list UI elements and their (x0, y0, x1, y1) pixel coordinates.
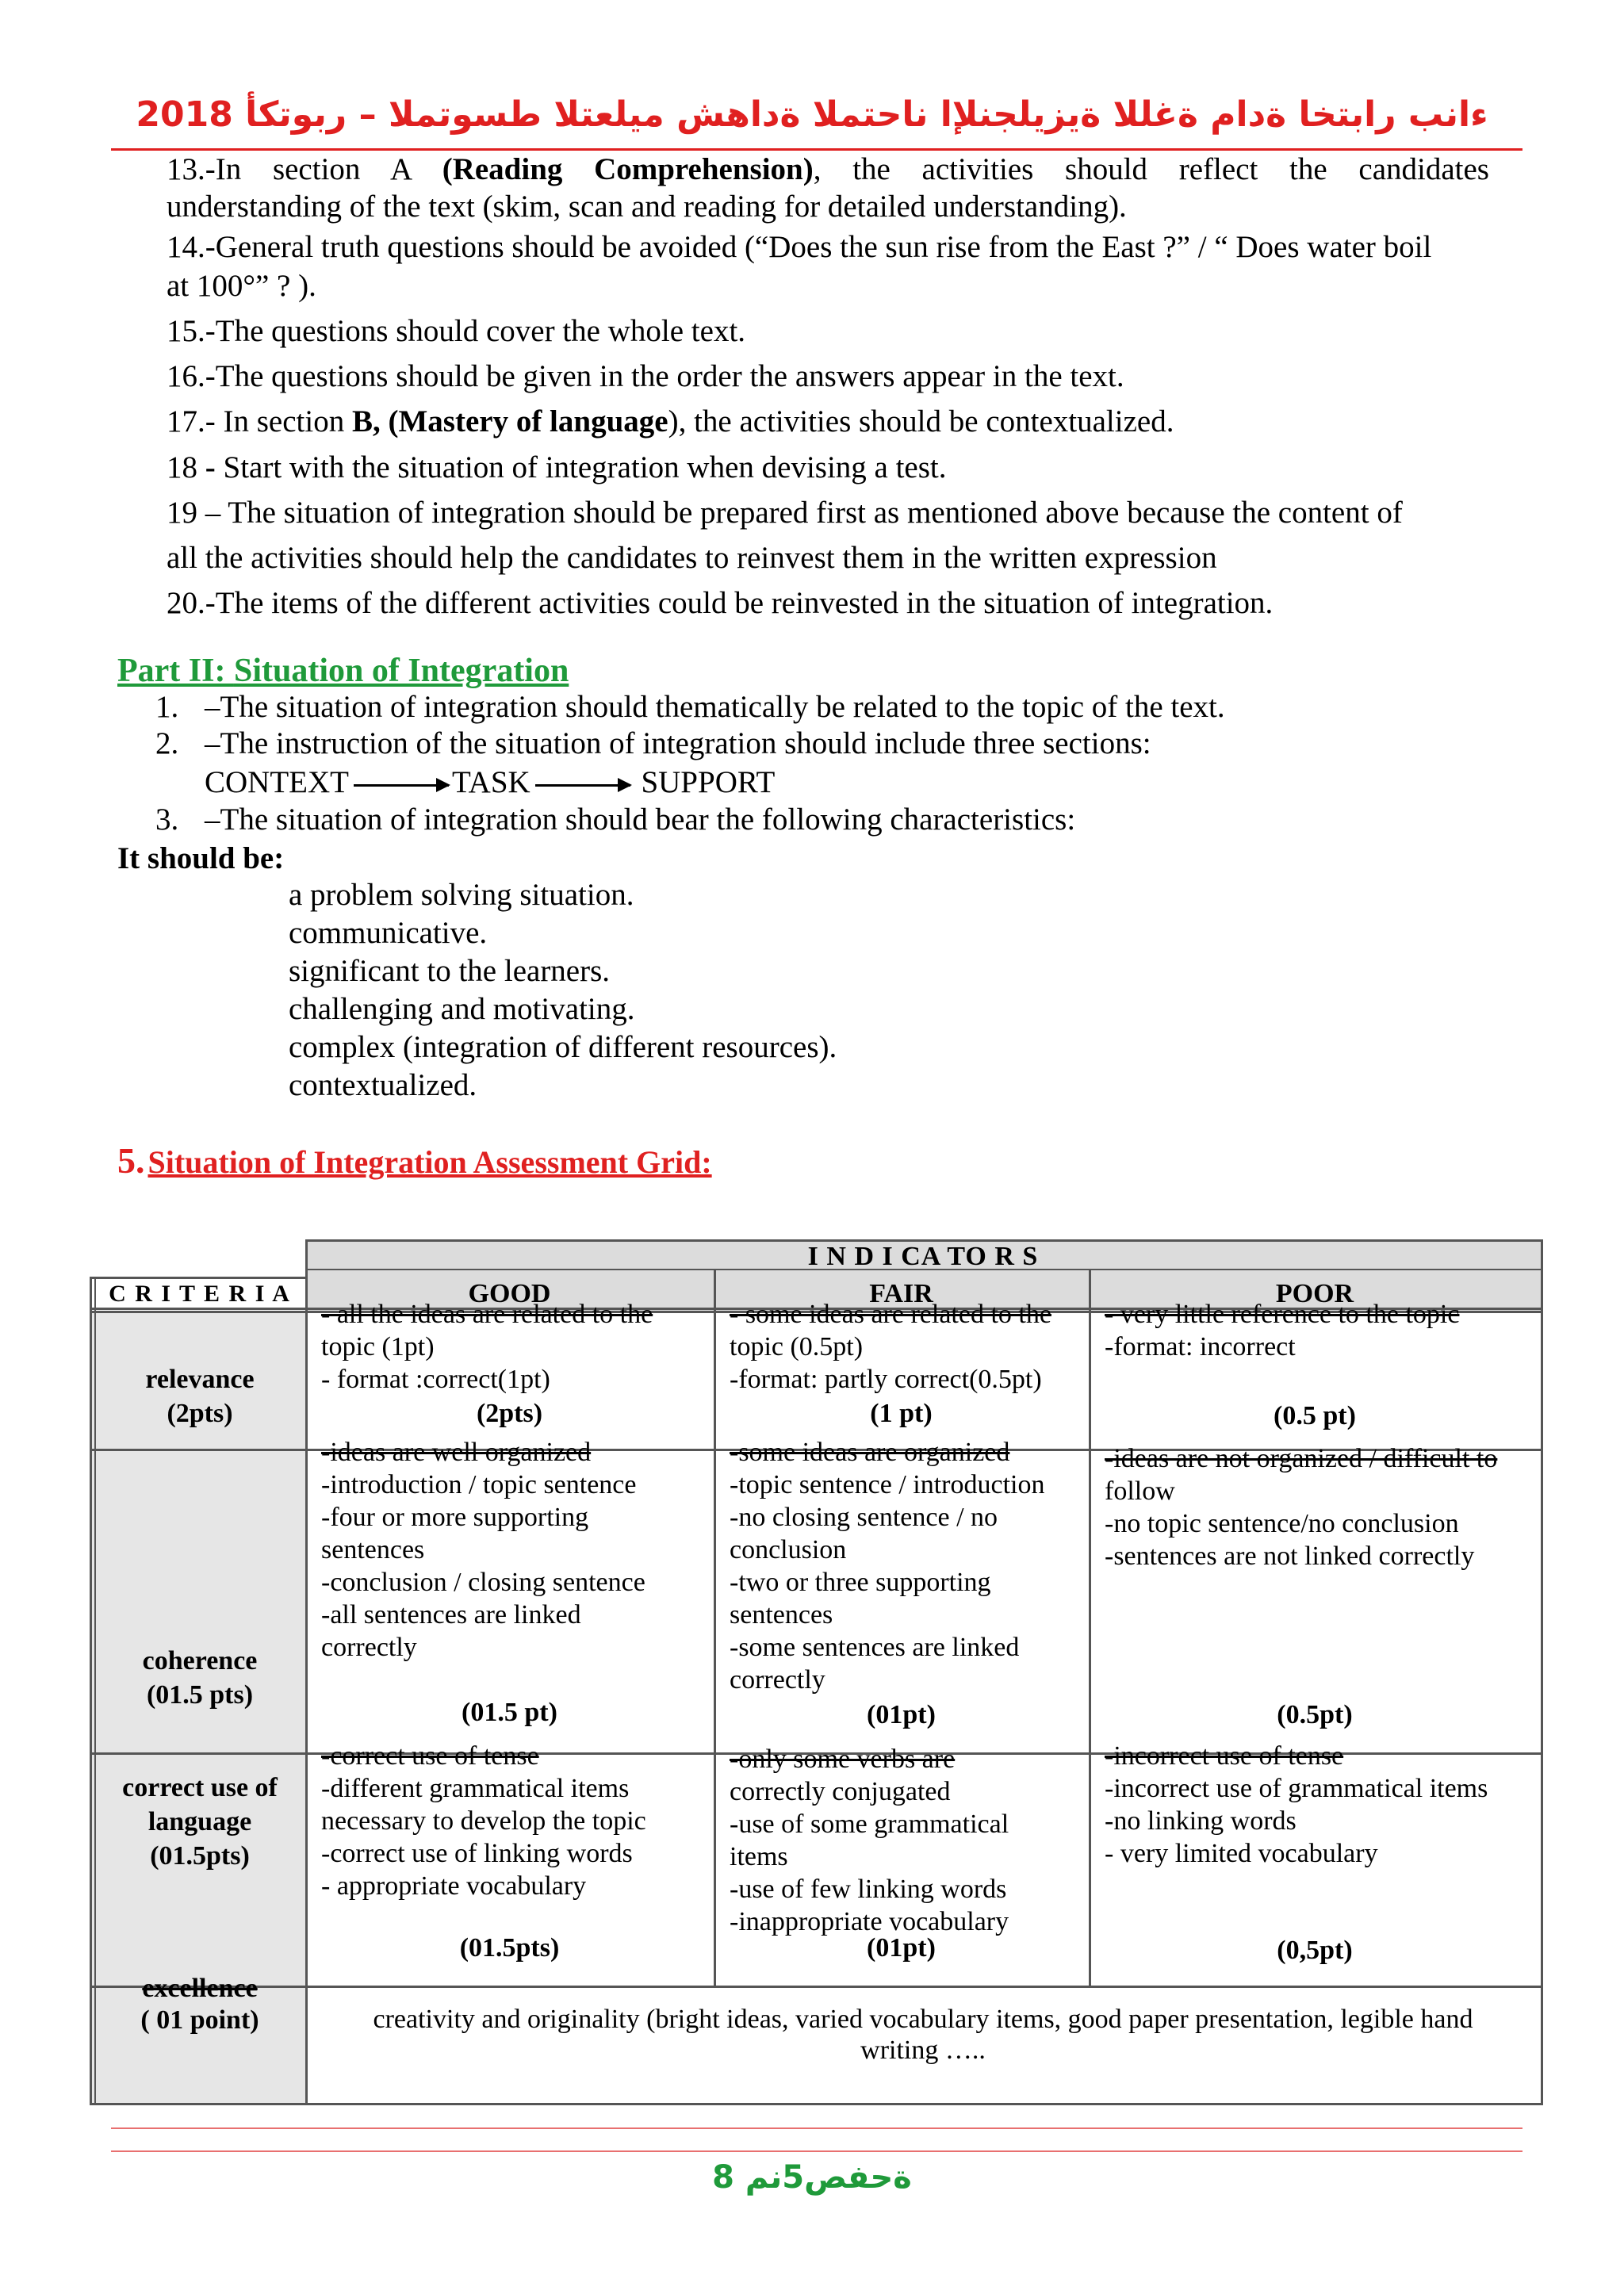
indicator-text-good: - all the ideas are related to the (321, 1300, 653, 1329)
grid-fair-divider (1089, 1269, 1091, 1986)
indicator-text-fair: items (730, 1842, 788, 1871)
indicator-text-fair: -two or three supporting (730, 1568, 991, 1597)
score-poor: (0.5 pt) (1274, 1401, 1356, 1430)
part2-heading (117, 650, 569, 691)
characteristic-item: a problem solving situation. (289, 878, 634, 912)
indicator-text-fair: -format: partly correct(0.5pt) (730, 1365, 1042, 1394)
grid-left-border (90, 1277, 92, 2105)
indicator-text-poor: -ideas are not organized / difficult to (1105, 1444, 1498, 1473)
indicator-text-poor: -no topic sentence/no conclusion (1105, 1509, 1459, 1538)
criteria-label: language (147, 1807, 252, 1836)
guideline-number: 20.- (167, 586, 216, 620)
indicator-text-fair: correctly conjugated (730, 1777, 951, 1806)
section5-heading (117, 1139, 712, 1181)
indicator-text-good: -conclusion / closing sentence (321, 1568, 645, 1597)
part2-item-text: –The situation of integration should thematically be related to the topic of the text. (205, 690, 1225, 724)
score-poor: (0,5pt) (1277, 1936, 1353, 1965)
guideline-continuation: understanding of the text (skim, scan and reading for detailed understanding). (167, 190, 1127, 224)
guideline-item (167, 312, 745, 350)
section5-number: 5. (117, 1140, 145, 1181)
excellence-text: creativity and originality (bright ideas, varied vocabulary items, good paper presentation, legible hand (373, 2005, 1473, 2034)
indicator-text-poor: -incorrect use of tense (1105, 1741, 1344, 1771)
indicator-text-fair: topic (0.5pt) (730, 1332, 864, 1361)
indicator-text-good: -all sentences are linked (321, 1600, 581, 1630)
characteristic-item: communicative. (289, 916, 488, 950)
indicator-text-good: -correct use of linking words (321, 1839, 633, 1868)
part2-heading-text: Situation of Integration (233, 653, 569, 689)
flow-diagram (205, 764, 775, 802)
indicator-text-poor: -no linking words (1105, 1806, 1297, 1836)
column-header-good: GOOD (468, 1279, 551, 1308)
grid-good-divider (714, 1269, 716, 1986)
characteristic-item: complex (integration of different resources). (289, 1030, 837, 1064)
indicator-text-good: -four or more supporting (321, 1503, 589, 1532)
guideline-text: The questions should cover the whole text. (215, 314, 746, 348)
part2-item-number: 3. (155, 802, 179, 837)
criteria-label: (01.5pts) (150, 1841, 250, 1871)
criteria-label: correct use of (122, 1773, 278, 1802)
guideline-number: 19 (167, 496, 205, 530)
criteria-header: C R I T E R I A (109, 1281, 291, 1307)
guideline-text: (Reading Comprehension) (442, 152, 814, 186)
guideline-continuation: at 100°” ? ). (167, 269, 316, 303)
indicator-text-good: sentences (321, 1535, 425, 1564)
indicator-text-fair: -topic sentence / introduction (730, 1470, 1045, 1499)
guideline-item (167, 358, 1124, 396)
criteria-label: coherence (142, 1646, 258, 1676)
page-header-title: ءانب رابتخا ةدام ةغللا ةيزيلجنلإا ناحتملا ةداهش ميلعتلا طسوتملا – ربوتكأ 2018 (136, 94, 1488, 135)
guideline-item (167, 494, 1403, 532)
guideline-number: 13.- (167, 152, 216, 186)
guideline-item (167, 584, 1273, 622)
guideline-item (167, 151, 1489, 189)
part2-item-text: –The instruction of the situation of integration should include three sections: (205, 726, 1151, 760)
excellence-text: writing ….. (860, 2035, 986, 2065)
indicator-text-good: topic (1pt) (321, 1332, 435, 1361)
guideline-number: 16.- (167, 359, 216, 393)
indicator-text-poor: -incorrect use of grammatical items (1105, 1774, 1488, 1803)
guideline-text: , the activities should reflect the candidates (813, 152, 1489, 186)
indicator-text-fair: -only some verbs are (730, 1744, 956, 1774)
flow-context: CONTEXT (205, 765, 349, 799)
guideline-text: General truth questions should be avoided (“Does the sun rise from the East ?” / “ Does water boil (215, 230, 1432, 264)
flow-task: TASK (451, 765, 530, 799)
indicator-text-good: - appropriate vocabulary (321, 1871, 587, 1901)
footer-rule-top (111, 2127, 1522, 2129)
section5-title: Situation of Integration Assessment Grid: (147, 1144, 712, 1180)
indicator-text-fair: -some sentences are linked (730, 1633, 1020, 1662)
guideline-item (167, 403, 1174, 441)
indicator-text-good: - format :correct(1pt) (321, 1365, 550, 1394)
guideline-text: In section A (215, 152, 442, 186)
guideline-text: The questions should be given in the order the answers appear in the text. (215, 359, 1124, 393)
indicator-text-poor: follow (1105, 1476, 1175, 1506)
guideline-text: - (205, 450, 224, 484)
page-number: ةحفص5نم 8 (712, 2159, 912, 2196)
indicator-text-good: -introduction / topic sentence (321, 1470, 637, 1499)
score-good: (01.5pts) (459, 1933, 560, 1963)
guideline-text: Start with the situation of integration when devising a test. (223, 450, 947, 484)
indicator-text-good: -correct use of tense (321, 1741, 539, 1771)
footer-rule-bottom (111, 2150, 1522, 2152)
criteria-label: excellence (142, 1974, 258, 2003)
criteria-label: ( 01 point) (140, 2005, 259, 2035)
guideline-text: B, (Mastery of language (351, 404, 668, 439)
indicator-text-good: necessary to develop the topic (321, 1806, 646, 1836)
score-good: (01.5 pt) (462, 1698, 557, 1727)
guideline-number: 15.- (167, 314, 216, 348)
characteristic-item: significant to the learners. (289, 954, 611, 988)
characteristic-item: contextualized. (289, 1068, 477, 1102)
should-be-label: It should be: (117, 841, 285, 875)
guideline-text: – The situation of integration should be prepared first as mentioned above because the content of (205, 496, 1403, 530)
indicator-text-fair: -no closing sentence / no (730, 1503, 998, 1532)
indicator-text-good: -ideas are well organized (321, 1438, 592, 1467)
indicator-text-fair: sentences (730, 1600, 833, 1630)
score-fair: (1 pt) (870, 1399, 933, 1428)
guideline-item (167, 449, 947, 487)
score-fair: (01pt) (867, 1700, 936, 1729)
criteria-label: relevance (145, 1365, 255, 1394)
grid-criteria-divider (305, 1239, 308, 2105)
column-header-poor: POOR (1275, 1279, 1354, 1308)
indicator-text-poor: -format: incorrect (1105, 1332, 1296, 1361)
arrow-right-icon (354, 784, 449, 787)
indicator-text-good: correctly (321, 1633, 417, 1662)
part2-item-number: 2. (155, 726, 179, 760)
characteristic-item: challenging and motivating. (289, 992, 635, 1026)
flow-support: SUPPORT (641, 765, 776, 799)
criteria-label: (01.5 pts) (146, 1680, 254, 1710)
score-fair: (01pt) (867, 1933, 936, 1963)
indicator-text-fair: correctly (730, 1665, 825, 1695)
indicator-text-fair: -inappropriate vocabulary (730, 1907, 1009, 1936)
guideline-text: The items of the different activities could be reinvested in the situation of integration. (215, 586, 1274, 620)
indicator-text-poor: - very little reference to the topic (1105, 1300, 1460, 1329)
part2-item-number: 1. (155, 690, 179, 724)
indicator-text-fair: - some ideas are related to the (730, 1300, 1051, 1329)
indicators-header: I N D I CA TO R S (807, 1242, 1039, 1271)
indicator-text-fair: -some ideas are organized (730, 1438, 1010, 1467)
criteria-label: (2pts) (167, 1399, 233, 1428)
guideline-number: 18 (167, 450, 205, 484)
guideline-text: ), the activities should be contextualized. (668, 404, 1174, 439)
indicator-text-fair: -use of few linking words (730, 1875, 1007, 1904)
score-poor: (0.5pt) (1277, 1700, 1353, 1729)
guideline-item (167, 228, 1431, 266)
guideline-number: 17.- (167, 404, 216, 439)
arrow-right-icon (535, 784, 630, 787)
guideline-continuation: all the activities should help the candidates to reinvest them in the written expression (167, 541, 1217, 575)
indicator-text-good: -different grammatical items (321, 1774, 630, 1803)
column-header-fair: FAIR (869, 1279, 933, 1308)
indicator-text-poor: -sentences are not linked correctly (1105, 1541, 1475, 1571)
indicator-text-poor: - very limited vocabulary (1105, 1839, 1378, 1868)
guideline-number: 14.- (167, 230, 216, 264)
indicator-text-fair: -use of some grammatical (730, 1810, 1009, 1839)
part2-heading-prefix: Part II: (117, 653, 234, 689)
indicator-text-fair: conclusion (730, 1535, 847, 1564)
guideline-text: In section (215, 404, 352, 439)
grid-right-border (1541, 1239, 1543, 2105)
score-good: (2pts) (476, 1399, 543, 1428)
part2-item-text: –The situation of integration should bear the following characteristics: (205, 802, 1076, 837)
